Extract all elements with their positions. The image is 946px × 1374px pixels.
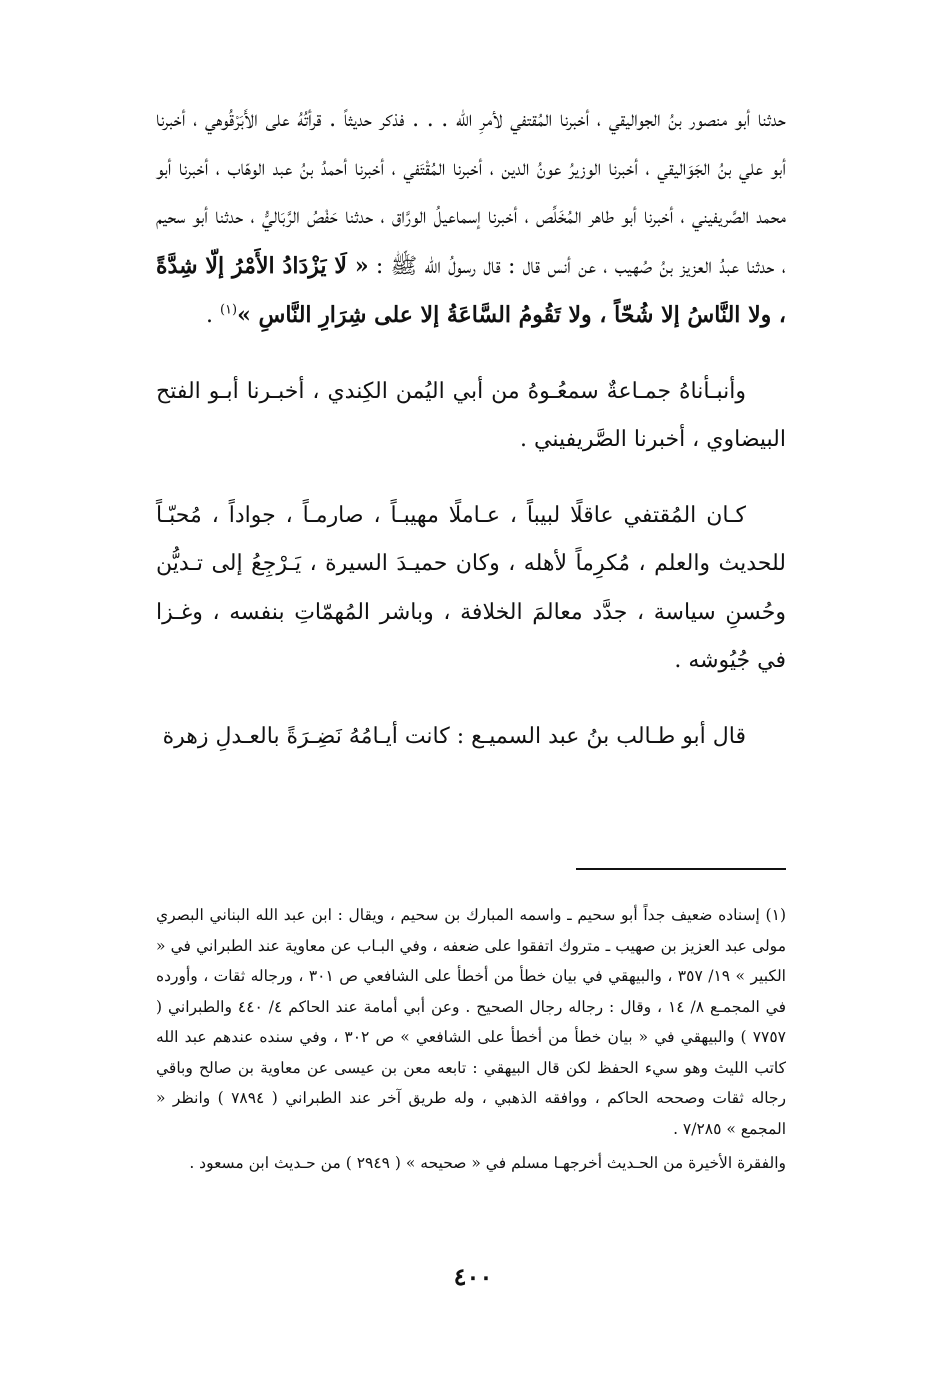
footnote-ref[interactable]: (١) — [219, 302, 238, 318]
paragraph-quote: قال أبو طـالب بنُ عبد السميـع : كانت أيـامُهُ نَضِـرَةً بالعـدلِ زهرة — [162, 723, 746, 749]
footnote-separator — [576, 868, 786, 870]
main-text — [156, 96, 786, 761]
footnote-1: (١) إسناده ضعيف جداً أبو سحيم ـ واسمه المبارك بن سحيم ، ويقال : ابن عبد الله البناني البصري مولى عبد العزيز بن صهيب ـ متروك اتفقوا على ضعفه ، وفي البـاب عن معاوية عند الطبراني في « الكبير » ١٩/ ٣٥٧ ، والبيهقي في بيان خطأ من أخطأ على الشافعي ص ٣٠١ ، ورجاله ثقات ، وأورده في المجمـع ٨/ ١٤ ، وقال : رجاله رجال الصحيح . وعن أبي أمامة عند الحاكم ٤/ ٤٤٠ والطبراني ( ٧٧٥٧ ) والبيهقي في « بيان خطأ من أخطأ على الشافعي » ص ٣٠٢ ، وفي سنده عندهم عبد الله كاتب الليث وهو سيء الحفظ لكن قال البيهقي : تابعه معن بن عيسى عن معاوية بن صالح وباقي رجاله ثقات وصححه الحاكم ، ووافقه الذهبي ، وله طريق آخر عند الطبراني ( ٧٨٩٤ ) وانظر « المجمع » ٧/٢٨٥ . — [156, 906, 786, 1138]
paragraph-second-chain: وأنبـأناهُ جمـاعةٌ سمعُـوهُ من أبي اليُمن الكِندي ، أخبـرنا أبـو الفتح البيضاوي ، أخبرنا الصَّريفيني . — [156, 378, 786, 452]
footnotes — [156, 900, 786, 1179]
paragraph-biography: كـان المُقتفي عاقلًا لبيباً ، عـاملًا مهيبـاً ، صارمـاً ، جواداً ، مُحبّـاً للحديث والعلم ، مُكرِماً لأهله ، وكان حميـدَ السيرة ، يَـرْجِعُ إلى تـديُّن وحُسنِ سياسة ، جدَّد معالمَ الخلافة ، وباشر المُهمّاتِ بنفسه ، وغـزا في جُيُوشه . — [156, 502, 786, 673]
paragraph-isnad — [156, 96, 786, 341]
page-number: ٤٠٠ — [453, 1262, 493, 1291]
footnote-1-continued: والفقرة الأخيرة من الحـديث أخرجهـا مسلم في « صحيحه » ( ٢٩٤٩ ) من حـديث ابن مسعود . — [189, 1154, 786, 1172]
isnad-end: . — [205, 303, 220, 328]
hadith-quote: « لَا يَزْدَادُ الأَمْرُ إلّا شِدَّةً ، ولا النَّاسُ إلا شُحّاً ، ولا تَقُومُ السَّاعَةُ إلا على شِرَارِ النَّاسِ » — [156, 252, 786, 328]
isnad-text: حدثنا أبو منصور بنُ الجواليقي ، أخبرنا المُقتفي لأمرِ الله . . . فذكر حديثاً . قرأتُهُ على الأَبَرْقُوهي ، أخبرنا أبو علي بنُ الجَوَاليقي ، أخبرنا الوزيرُ عونُ الدين ، أخبرنا المُقْتَفي ، أخبرنا أحمدُ بنُ عبد الوهّاب ، أخبرنا أبو محمد الصَّريفيني ، أخبرنا أبو طاهر المُخَلِّص ، أخبرنا إسماعيلُ الورَّاق ، حدثنا حَفْصُ الرَّبَاليُّ ، حدثنا أبو سحيم ، حدثنا عبدُ العزيز بنُ صُهيب ، عن أنس قال : قال رسولُ الله ﷺ : — [156, 107, 787, 279]
